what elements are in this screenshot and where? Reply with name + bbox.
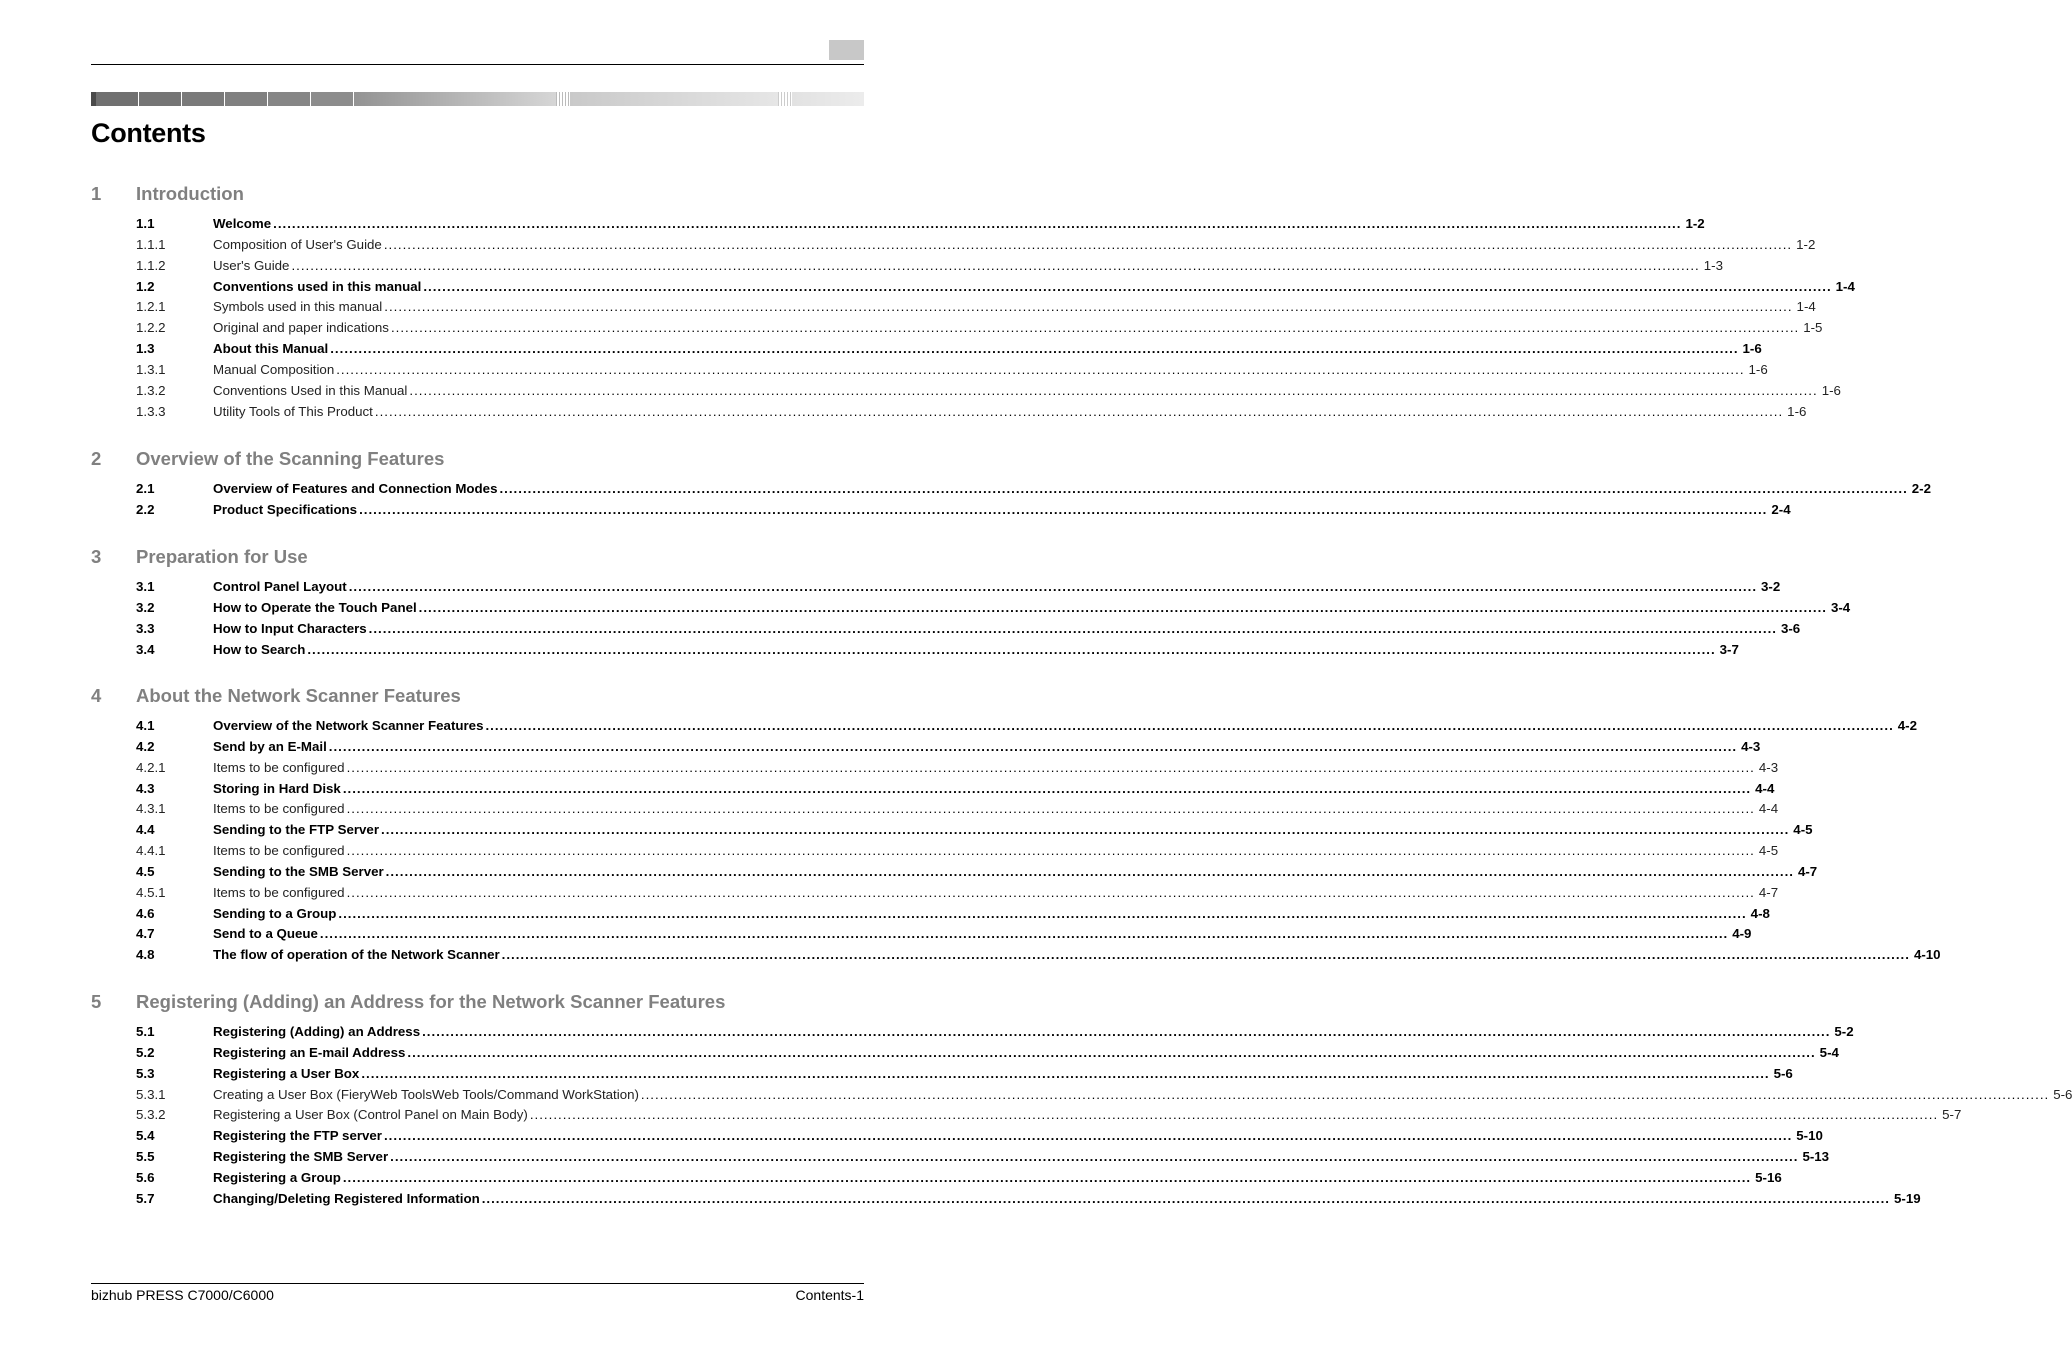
entry-title: Control Panel Layout xyxy=(213,579,347,594)
chapter-section xyxy=(91,546,1851,662)
toc-entry[interactable] xyxy=(91,481,1931,502)
decor-segment xyxy=(182,92,224,106)
toc-entry[interactable] xyxy=(91,843,1779,864)
entry-title: Conventions used in this manual xyxy=(213,278,422,294)
entry-title: Composition of User's Guide xyxy=(213,236,382,252)
dot-leader: ............................................................................................................................................................................................................................................................................................................ xyxy=(346,759,1755,775)
entry-title: How to Search xyxy=(213,641,306,657)
toc-entry[interactable] xyxy=(91,320,1823,341)
entry-number: 2.1 xyxy=(136,481,155,496)
entry-number: 1.2 xyxy=(136,278,155,294)
entry-page: 5-6 xyxy=(1773,1065,1793,1081)
toc-entry[interactable] xyxy=(91,1044,1839,1066)
chapter-heading[interactable] xyxy=(91,991,864,1017)
toc-entry[interactable] xyxy=(91,361,1768,383)
entry-page: 5-10 xyxy=(1796,1128,1823,1144)
entry-title: Storing in Hard Disk xyxy=(213,780,341,796)
entry-title: About this Manual xyxy=(213,341,329,357)
dot-leader: ............................................................................................................................................................................................................................................................................................................ xyxy=(409,382,1818,398)
entry-title: Product Specifications xyxy=(213,501,358,517)
chapter-section xyxy=(91,183,1855,424)
toc-entry[interactable] xyxy=(91,620,1801,642)
dot-leader: ............................................................................................................................................................................................................................................................................................................ xyxy=(481,1190,1890,1206)
dot-leader: ............................................................................................................................................................................................................................................................................................................ xyxy=(485,718,1894,733)
toc-entry[interactable] xyxy=(91,905,1770,927)
toc-entry[interactable] xyxy=(91,579,1781,600)
entry-page: 4-7 xyxy=(1797,863,1818,879)
decor-segment xyxy=(225,92,267,106)
toc-entry[interactable] xyxy=(91,501,1791,523)
dot-leader: ............................................................................................................................................................................................................................................................................................................ xyxy=(330,341,1739,357)
dot-leader: ............................................................................................................................................................................................................................................................................................................ xyxy=(346,884,1755,900)
entry-number: 4.2 xyxy=(136,738,155,754)
entry-title: Creating a User Box (FieryWeb ToolsWeb Tools/Command WorkStation) xyxy=(213,1086,639,1102)
bottom-rule xyxy=(91,1283,864,1284)
entry-title: User's Guide xyxy=(213,257,290,273)
chapter-number: 1 xyxy=(91,183,102,204)
entry-title: Registering (Adding) an Address xyxy=(213,1024,421,1039)
entry-number: 1.3.2 xyxy=(136,382,166,398)
decor-segment xyxy=(778,92,792,106)
dot-leader: ............................................................................................................................................................................................................................................................................................................ xyxy=(407,1044,1816,1060)
entry-page: 4-5 xyxy=(1793,822,1813,838)
chapter-number: 3 xyxy=(91,546,102,567)
entry-page: 4-3 xyxy=(1758,759,1779,775)
entry-page: 5-4 xyxy=(1819,1044,1839,1060)
entry-page: 1-2 xyxy=(1685,216,1705,231)
entry-title: Conventions Used in this Manual xyxy=(213,382,408,398)
entry-page: 4-9 xyxy=(1732,926,1752,942)
chapter-title: Overview of the Scanning Features xyxy=(136,448,445,469)
entry-number: 2.2 xyxy=(136,501,155,517)
decor-segment xyxy=(96,92,138,106)
entry-title: Sending to the SMB Server xyxy=(213,863,384,879)
entry-title: Send to a Queue xyxy=(213,926,318,942)
entry-number: 4.8 xyxy=(136,947,155,963)
toc-entry-list xyxy=(91,216,1855,424)
entry-number: 5.2 xyxy=(136,1044,155,1060)
dot-leader: ............................................................................................................................................................................................................................................................................................................ xyxy=(383,236,1793,252)
entry-title: Symbols used in this manual xyxy=(213,299,383,315)
entry-title: Sending to a Group xyxy=(213,905,337,921)
chapter-section xyxy=(91,448,1931,523)
entry-page: 2-4 xyxy=(1771,501,1791,517)
toc-entry[interactable] xyxy=(91,926,1752,947)
dot-leader: ............................................................................................................................................................................................................................................................................................................ xyxy=(319,926,1729,942)
entry-page: 4-5 xyxy=(1758,843,1779,859)
dot-leader: ............................................................................................................................................................................................................................................................................................................ xyxy=(422,1024,1831,1039)
dot-leader: ............................................................................................................................................................................................................................................................................................................ xyxy=(336,361,1745,377)
chapter-number: 5 xyxy=(91,991,102,1012)
chapter-section xyxy=(91,991,2072,1212)
entry-number: 4.3.1 xyxy=(136,801,166,817)
entry-page: 5-19 xyxy=(1894,1190,1921,1206)
entry-title: Registering an E-mail Address xyxy=(213,1044,406,1060)
toc-entry[interactable] xyxy=(91,1169,1782,1191)
chapter-heading[interactable] xyxy=(91,183,864,209)
dot-leader: ............................................................................................................................................................................................................................................................................................................ xyxy=(499,481,1908,496)
footer-product-name: bizhub PRESS C7000/C6000 xyxy=(91,1287,274,1303)
chapter-heading[interactable] xyxy=(91,546,864,572)
toc-entry[interactable] xyxy=(91,236,1816,258)
dot-leader: ............................................................................................................................................................................................................................................................................................................ xyxy=(307,641,1716,657)
dot-leader: ............................................................................................................................................................................................................................................................................................................ xyxy=(346,801,1755,817)
entry-number: 5.3.2 xyxy=(136,1107,166,1123)
corner-tab xyxy=(829,40,864,60)
entry-page: 3-2 xyxy=(1761,579,1781,594)
entry-page: 5-16 xyxy=(1755,1169,1782,1185)
decor-segment xyxy=(354,92,556,106)
dot-leader: ............................................................................................................................................................................................................................................................................................................ xyxy=(383,1128,1793,1144)
entry-page: 4-10 xyxy=(1913,947,1941,963)
toc-entry[interactable] xyxy=(91,1190,1921,1212)
decor-segment xyxy=(570,92,778,106)
entry-number: 3.4 xyxy=(136,641,155,657)
entry-title: Original and paper indications xyxy=(213,320,389,336)
toc-entry[interactable] xyxy=(91,257,1723,279)
dot-leader: ............................................................................................................................................................................................................................................................................................................ xyxy=(385,863,1794,879)
entry-number: 4.5 xyxy=(136,863,155,879)
entry-page: 3-7 xyxy=(1719,641,1739,657)
page-title: Contents xyxy=(91,118,206,148)
entry-title: The flow of operation of the Network Scanner xyxy=(213,947,500,963)
toc-entry[interactable] xyxy=(91,801,1779,822)
entry-number: 5.4 xyxy=(136,1128,155,1144)
toc-entry[interactable] xyxy=(91,341,1762,362)
entry-number: 4.2.1 xyxy=(136,759,166,775)
entry-title: Registering a Group xyxy=(213,1169,341,1185)
dot-leader: ............................................................................................................................................................................................................................................................................................................ xyxy=(423,278,1832,294)
entry-number: 4.4.1 xyxy=(136,843,166,859)
entry-title: Sending to the FTP Server xyxy=(213,822,379,838)
entry-number: 5.1 xyxy=(136,1024,155,1039)
entry-title: Manual Composition xyxy=(213,361,335,377)
dot-leader: ............................................................................................................................................................................................................................................................................................................ xyxy=(328,738,1738,754)
decor-segment xyxy=(792,92,864,106)
entry-number: 5.3.1 xyxy=(136,1086,166,1102)
entry-number: 5.7 xyxy=(136,1190,155,1206)
entry-number: 5.3 xyxy=(136,1065,155,1081)
entry-number: 1.1.1 xyxy=(136,236,166,252)
top-rule xyxy=(91,64,864,65)
chapter-title: Preparation for Use xyxy=(136,546,308,567)
chapter-heading[interactable] xyxy=(91,685,864,711)
entry-title: Registering a User Box xyxy=(213,1065,360,1081)
entry-page: 1-5 xyxy=(1803,320,1823,336)
entry-page: 1-6 xyxy=(1787,403,1807,419)
entry-number: 4.5.1 xyxy=(136,884,166,900)
dot-leader: ............................................................................................................................................................................................................................................................................................................ xyxy=(390,320,1800,336)
entry-page: 1-4 xyxy=(1796,299,1816,315)
entry-number: 1.3 xyxy=(136,341,155,357)
entry-page: 4-3 xyxy=(1741,738,1761,754)
entry-title: Registering the SMB Server xyxy=(213,1149,389,1165)
entry-number: 4.1 xyxy=(136,718,155,733)
entry-title: Changing/Deleting Registered Information xyxy=(213,1190,480,1206)
entry-number: 3.1 xyxy=(136,579,155,594)
entry-number: 1.3.3 xyxy=(136,403,166,419)
entry-number: 5.5 xyxy=(136,1149,155,1165)
chapter-title: About the Network Scanner Features xyxy=(136,685,461,706)
decorative-gradient-bar xyxy=(91,92,864,106)
dot-leader: ............................................................................................................................................................................................................................................................................................................ xyxy=(361,1065,1770,1081)
dot-leader: ............................................................................................................................................................................................................................................................................................................ xyxy=(338,905,1747,921)
entry-number: 1.3.1 xyxy=(136,361,166,377)
entry-title: How to Input Characters xyxy=(213,620,367,636)
entry-title: Items to be configured xyxy=(213,801,345,817)
entry-page: 5-2 xyxy=(1834,1024,1854,1039)
entry-title: Overview of Features and Connection Modes xyxy=(213,481,498,496)
toc-entry[interactable] xyxy=(91,1107,1962,1128)
dot-leader: ............................................................................................................................................................................................................................................................................................................ xyxy=(384,299,1793,315)
dot-leader: ............................................................................................................................................................................................................................................................................................................ xyxy=(374,403,1784,419)
dot-leader: ............................................................................................................................................................................................................................................................................................................ xyxy=(346,843,1755,859)
entry-title: Registering the FTP server xyxy=(213,1128,382,1144)
entry-title: Send by an E-Mail xyxy=(213,738,327,754)
toc-entry[interactable] xyxy=(91,599,1851,621)
decor-segment xyxy=(268,92,310,106)
dot-leader: ............................................................................................................................................................................................................................................................................................................ xyxy=(342,1169,1752,1185)
dot-leader: ............................................................................................................................................................................................................................................................................................................ xyxy=(291,257,1700,273)
entry-title: Items to be configured xyxy=(213,759,345,775)
entry-number: 4.7 xyxy=(136,926,155,942)
dot-leader: ............................................................................................................................................................................................................................................................................................................ xyxy=(418,599,1827,615)
dot-leader: ............................................................................................................................................................................................................................................................................................................ xyxy=(390,1149,1799,1165)
dot-leader: ............................................................................................................................................................................................................................................................................................................ xyxy=(381,822,1790,838)
entry-page: 4-8 xyxy=(1750,905,1770,921)
dot-leader: ............................................................................................................................................................................................................................................................................................................ xyxy=(359,501,1768,517)
entry-page: 4-4 xyxy=(1758,801,1779,817)
dot-leader: ............................................................................................................................................................................................................................................................................................................ xyxy=(501,947,1910,963)
entry-title: Items to be configured xyxy=(213,843,345,859)
decor-segment xyxy=(139,92,181,106)
toc-entry[interactable] xyxy=(91,1149,1830,1170)
entry-number: 3.3 xyxy=(136,620,155,636)
entry-title: Welcome xyxy=(213,216,272,231)
toc-entry-list xyxy=(91,718,1941,968)
toc-entry[interactable] xyxy=(91,863,1818,885)
entry-page: 3-6 xyxy=(1780,620,1801,636)
entry-number: 4.3 xyxy=(136,780,155,796)
toc-entry[interactable] xyxy=(91,780,1775,802)
toc-entry[interactable] xyxy=(91,1065,1793,1087)
entry-page: 4-7 xyxy=(1758,884,1779,900)
toc-entry[interactable] xyxy=(91,382,1841,404)
toc-entry[interactable] xyxy=(91,641,1739,663)
entry-page: 3-4 xyxy=(1830,599,1851,615)
entry-page: 5-7 xyxy=(1942,1107,1962,1123)
entry-title: Utility Tools of This Product xyxy=(213,403,373,419)
chapter-title: Registering (Adding) an Address for the Network Scanner Features xyxy=(136,991,726,1012)
dot-leader: ............................................................................................................................................................................................................................................................................................................ xyxy=(273,216,1682,231)
entry-page: 5-6 xyxy=(2053,1086,2072,1102)
toc-entry[interactable] xyxy=(91,299,1816,320)
dot-leader: ............................................................................................................................................................................................................................................................................................................ xyxy=(348,579,1758,594)
entry-page: 1-3 xyxy=(1703,257,1723,273)
entry-number: 4.6 xyxy=(136,905,155,921)
toc-entry[interactable] xyxy=(91,278,1855,300)
toc-entry[interactable] xyxy=(91,884,1779,906)
toc-entry[interactable] xyxy=(91,718,1917,739)
chapter-number: 4 xyxy=(91,685,102,706)
entry-number: 4.4 xyxy=(136,822,155,838)
entry-page: 1-6 xyxy=(1821,382,1841,398)
entry-page: 2-2 xyxy=(1911,481,1931,496)
chapter-title: Introduction xyxy=(136,183,244,204)
toc-entry[interactable] xyxy=(91,1128,1823,1149)
dot-leader: ............................................................................................................................................................................................................................................................................................................ xyxy=(529,1107,1939,1123)
dot-leader: ............................................................................................................................................................................................................................................................................................................ xyxy=(342,780,1752,796)
entry-title: How to Operate the Touch Panel xyxy=(213,599,417,615)
toc-entry-list xyxy=(91,481,1931,523)
toc-entry[interactable] xyxy=(91,947,1941,968)
chapter-heading[interactable] xyxy=(91,448,864,474)
entry-number: 5.6 xyxy=(136,1169,155,1185)
footer-page-number: Contents-1 xyxy=(795,1287,864,1303)
entry-page: 1-2 xyxy=(1796,236,1816,252)
chapter-section xyxy=(91,685,1941,968)
chapter-number: 2 xyxy=(91,448,102,469)
toc-entry-list xyxy=(91,579,1851,662)
entry-title: Registering a User Box (Control Panel on Main Body) xyxy=(213,1107,528,1123)
toc-entry-list xyxy=(91,1024,2072,1212)
entry-number: 1.2.1 xyxy=(136,299,166,315)
entry-number: 1.1.2 xyxy=(136,257,166,273)
entry-page: 1-6 xyxy=(1748,361,1768,377)
entry-number: 1.2.2 xyxy=(136,320,166,336)
entry-title: Items to be configured xyxy=(213,884,345,900)
dot-leader: ............................................................................................................................................................................................................................................................................................................ xyxy=(640,1086,2050,1102)
toc-entry[interactable] xyxy=(91,759,1779,781)
entry-title: Overview of the Network Scanner Features xyxy=(213,718,484,733)
entry-number: 3.2 xyxy=(136,599,155,615)
decor-segment xyxy=(556,92,570,106)
entry-page: 1-6 xyxy=(1742,341,1762,357)
entry-page: 4-2 xyxy=(1897,718,1917,733)
toc-entry[interactable] xyxy=(91,1024,1854,1045)
toc-entry[interactable] xyxy=(91,216,1705,237)
toc-entry[interactable] xyxy=(91,822,1813,843)
entry-number: 1.1 xyxy=(136,216,155,231)
toc-entry[interactable] xyxy=(91,1086,2072,1108)
entry-page: 1-4 xyxy=(1835,278,1855,294)
toc-entry[interactable] xyxy=(91,738,1761,760)
toc-entry[interactable] xyxy=(91,403,1807,425)
decor-segment xyxy=(311,92,353,106)
entry-page: 5-13 xyxy=(1802,1149,1830,1165)
entry-page: 4-4 xyxy=(1755,780,1775,796)
dot-leader: ............................................................................................................................................................................................................................................................................................................ xyxy=(368,620,1777,636)
